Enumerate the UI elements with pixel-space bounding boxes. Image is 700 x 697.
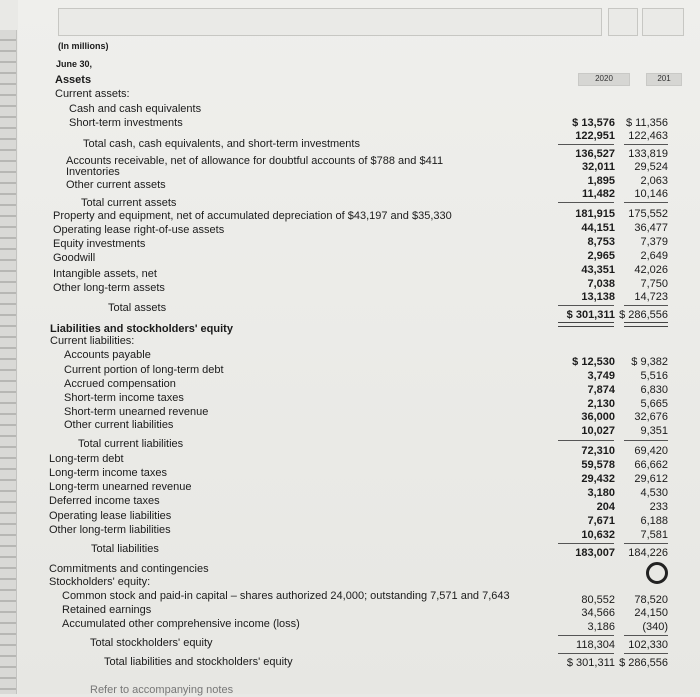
subtotal-rule (624, 543, 668, 544)
row-label: Operating lease right-of-use assets (53, 224, 225, 236)
value-2019: 4,530 (640, 487, 668, 499)
value-2019: 32,676 (634, 411, 668, 423)
row-label: Long-term debt (49, 453, 124, 465)
value-2020: 29,432 (581, 473, 615, 485)
value-2019: 2,649 (640, 250, 668, 262)
value-2020: 136,527 (575, 148, 615, 160)
circle-annotation-icon (646, 562, 668, 584)
value-2020: 43,351 (581, 264, 615, 276)
subtotal-rule (624, 440, 668, 441)
value-2019: 24,150 (634, 607, 668, 619)
value-2019: 5,665 (640, 398, 668, 410)
row-label: Total stockholders' equity (90, 637, 213, 649)
subtotal-rule (558, 144, 614, 145)
value-2020: 10,632 (581, 529, 615, 541)
row-label: Accounts payable (64, 349, 151, 361)
row-label: Other long-term assets (53, 282, 165, 294)
value-2019: 7,750 (640, 278, 668, 290)
row-label: Short-term income taxes (64, 392, 184, 404)
value-2020: $ 301,311 (566, 309, 615, 321)
row-label: Total liabilities (91, 543, 159, 555)
row-label: Total current liabilities (78, 438, 184, 450)
value-2020: 7,874 (587, 384, 615, 396)
value-2020: 118,304 (576, 639, 615, 651)
total-double-rule (624, 322, 668, 327)
subtotal-rule (624, 635, 668, 636)
value-2020: $ 13,576 (572, 117, 615, 129)
subtotal-rule (624, 653, 668, 654)
row-label: Operating lease liabilities (49, 510, 172, 522)
value-2020: 2,130 (587, 398, 615, 410)
section-stockholders-equity: Stockholders' equity: (49, 576, 151, 588)
value-2020: 1,895 (587, 175, 615, 187)
value-2020: 80,552 (581, 594, 615, 606)
value-2020: $ 12,530 (572, 356, 615, 368)
value-2019: 42,026 (634, 264, 668, 276)
subtotal-rule (558, 440, 614, 441)
row-label: Intangible assets, net (53, 268, 157, 280)
value-2019: $ 286,556 (619, 657, 668, 669)
row-label: Accrued compensation (64, 378, 176, 390)
value-2020: 59,578 (581, 459, 615, 471)
value-2019: 2,063 (640, 175, 668, 187)
subtotal-rule (558, 543, 614, 544)
row-label: Accounts receivable, net of allowance for doubtful accounts of $788 and $411 (66, 155, 444, 167)
value-2020: 3,180 (587, 487, 615, 499)
value-2020: 183,007 (575, 547, 615, 559)
value-2020: 8,753 (587, 236, 615, 248)
value-2020: 204 (596, 501, 615, 513)
value-2020: 2,965 (587, 250, 615, 262)
value-2019: 233 (649, 501, 668, 513)
subtotal-rule (558, 202, 614, 203)
value-2019: 7,379 (640, 236, 668, 248)
value-2019: 29,524 (634, 161, 668, 173)
row-label: Common stock and paid-in capital – shares authorized 24,000; outstanding 7,571 and 7,643 (62, 590, 510, 602)
subtotal-rule (558, 635, 614, 636)
value-2020: 44,151 (581, 222, 615, 234)
value-2020: 3,749 (587, 370, 615, 382)
value-2019: 10,146 (634, 188, 668, 200)
value-2019: 78,520 (634, 594, 668, 606)
row-label: Long-term unearned revenue (49, 481, 192, 493)
row-label: Inventories (66, 166, 120, 178)
value-2019: 36,477 (634, 222, 668, 234)
row-label: Other current liabilities (64, 419, 174, 431)
row-label: Deferred income taxes (49, 495, 160, 507)
section-current-liabilities: Current liabilities: (50, 335, 135, 347)
value-2019: 66,662 (634, 459, 668, 471)
value-2020: 10,027 (581, 425, 615, 437)
units-label: (In millions) (58, 41, 109, 51)
value-2020: 72,310 (581, 445, 615, 457)
value-2019: 102,330 (628, 639, 668, 651)
value-2019: $ 11,356 (625, 117, 668, 129)
subtotal-rule (624, 144, 668, 145)
value-2020: 3,186 (587, 621, 615, 633)
row-label: Retained earnings (62, 604, 152, 616)
value-2019: 69,420 (634, 445, 668, 457)
value-2020: 36,000 (581, 411, 615, 423)
column-header-2019: 201 (646, 73, 682, 86)
top-blank-box (58, 8, 602, 36)
section-commitments: Commitments and contingencies (49, 563, 209, 575)
subtotal-rule (624, 305, 668, 306)
row-label: Total cash, cash equivalents, and short-term investments (83, 138, 360, 150)
row-label: Current portion of long-term debt (64, 364, 224, 376)
row-label: Short-term unearned revenue (64, 406, 209, 418)
value-2019: 184,226 (628, 547, 668, 559)
row-label: Other long-term liabilities (49, 524, 171, 536)
row-label: Other current assets (66, 179, 166, 191)
column-header-2020: 2020 (578, 73, 630, 86)
row-label: Total assets (108, 302, 167, 314)
value-2020: 34,566 (581, 607, 615, 619)
value-2019: 5,516 (640, 370, 668, 382)
value-2019: 9,351 (640, 425, 668, 437)
footer-note: Refer to accompanying notes (90, 684, 234, 696)
value-2019: 6,188 (640, 515, 668, 527)
row-label: Cash and cash equivalents (69, 103, 202, 115)
subtotal-rule (558, 305, 614, 306)
subtotal-rule (624, 202, 668, 203)
value-2019: 133,819 (628, 148, 668, 160)
value-2020: 13,138 (581, 291, 615, 303)
date-label: June 30, (56, 59, 93, 69)
value-2019: 29,612 (634, 473, 668, 485)
subtotal-rule (558, 653, 614, 654)
value-2020: 32,011 (581, 161, 615, 173)
section-assets: Assets (55, 74, 92, 86)
value-2020: 181,915 (575, 208, 615, 220)
row-label: Long-term income taxes (49, 467, 167, 479)
value-2019: $ 286,556 (619, 309, 668, 321)
value-2019: $ 9,382 (631, 356, 668, 368)
value-2020: 122,951 (575, 130, 615, 142)
top-blank-box-2 (608, 8, 638, 36)
total-double-rule (558, 322, 614, 327)
row-label: Short-term investments (69, 117, 183, 129)
row-label: Equity investments (53, 238, 146, 250)
value-2020: 7,671 (587, 515, 615, 527)
value-2019: 122,463 (628, 130, 668, 142)
value-2020: $ 301,311 (566, 657, 615, 669)
row-label: Accumulated other comprehensive income (loss) (62, 618, 300, 630)
row-label: Total liabilities and stockholders' equity (104, 656, 293, 668)
value-2019: 6,830 (640, 384, 668, 396)
row-label: Total current assets (81, 197, 177, 209)
top-blank-box-3 (642, 8, 684, 36)
value-2019: (340) (642, 621, 668, 633)
row-label: Goodwill (53, 252, 96, 264)
section-current-assets: Current assets: (55, 88, 130, 100)
value-2020: 11,482 (581, 188, 615, 200)
value-2019: 175,552 (628, 208, 668, 220)
value-2020: 7,038 (587, 278, 615, 290)
section-liabilities-equity: Liabilities and stockholders' equity (50, 323, 233, 335)
balance-sheet-page (18, 0, 700, 694)
binder-edge (0, 30, 17, 694)
row-label: Property and equipment, net of accumulated depreciation of $43,197 and $35,330 (53, 210, 452, 222)
value-2019: 14,723 (634, 291, 668, 303)
value-2019: 7,581 (640, 529, 668, 541)
